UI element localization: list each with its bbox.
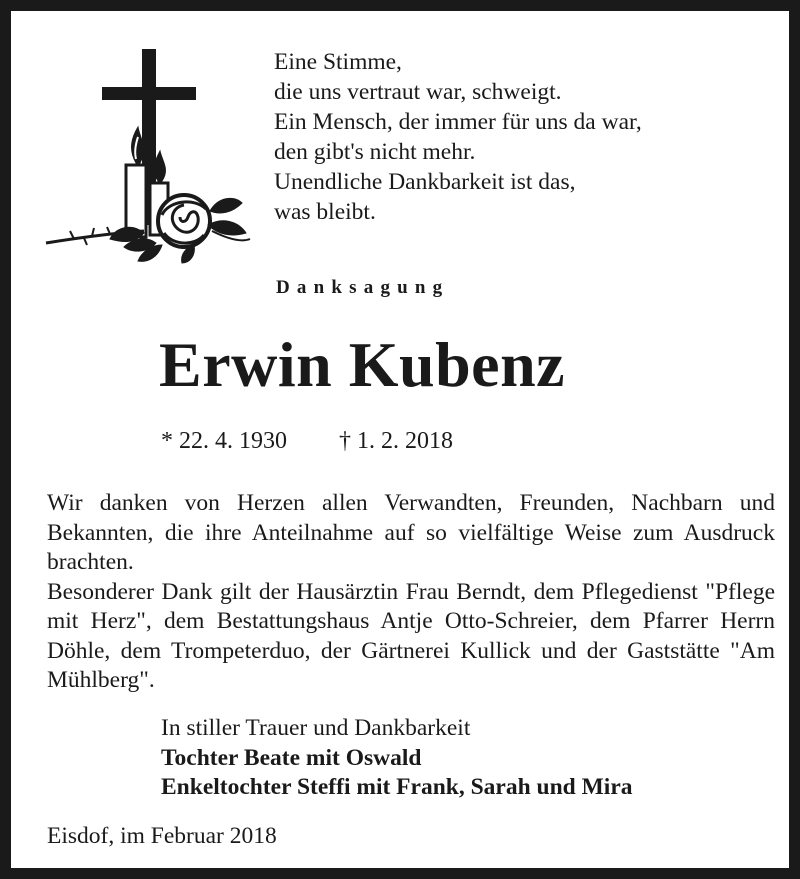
poem-line: die uns vertraut war, schweigt. [274, 79, 562, 105]
paragraph: Besonderer Dank gilt der Hausärztin Frau Berndt, dem Pflegedienst "Pflege mit Herz", dem Bestattungshaus Antje Otto-Schreier, dem Pfarrer Herrn Döhle, dem Trompeterduo, der Gärtnerei Kullick und der Gaststätte "Am Mühlberg". [47, 578, 775, 693]
poem-line: was bleibt. [274, 199, 376, 225]
poem-line: Unendliche Dankbarkeit ist das, [274, 169, 576, 195]
thank-you-text [47, 489, 775, 696]
signature-line: Tochter Beate mit Oswald [161, 744, 422, 771]
poem [274, 47, 642, 227]
birth-date: * 22. 4. 1930 [161, 428, 287, 454]
death-date: † 1. 2. 2018 [339, 428, 453, 454]
poem-line: Eine Stimme, [274, 49, 402, 75]
poem-line: Ein Mensch, der immer für uns da war, [274, 109, 642, 135]
signature-line: Enkeltochter Steffi mit Frank, Sarah und Mira [161, 774, 633, 800]
paragraph: Wir danken von Herzen allen Verwandten, Freunden, Nachbarn und Bekannten, die ihre Anteilnahme auf so vielfältige Weise zum Ausdruck brachten. [47, 490, 775, 575]
poem-line: den gibt's nicht mehr. [274, 139, 476, 165]
signature-intro: In stiller Trauer und Dankbarkeit [161, 715, 471, 741]
cross-candle-rose-icon [44, 47, 256, 265]
life-dates [161, 428, 453, 455]
place-date: Eisdof, im Februar 2018 [47, 823, 277, 849]
deceased-name: Erwin Kubenz [159, 329, 566, 400]
heading-danksagung: Danksagung [276, 277, 450, 298]
signature-block [161, 714, 633, 803]
